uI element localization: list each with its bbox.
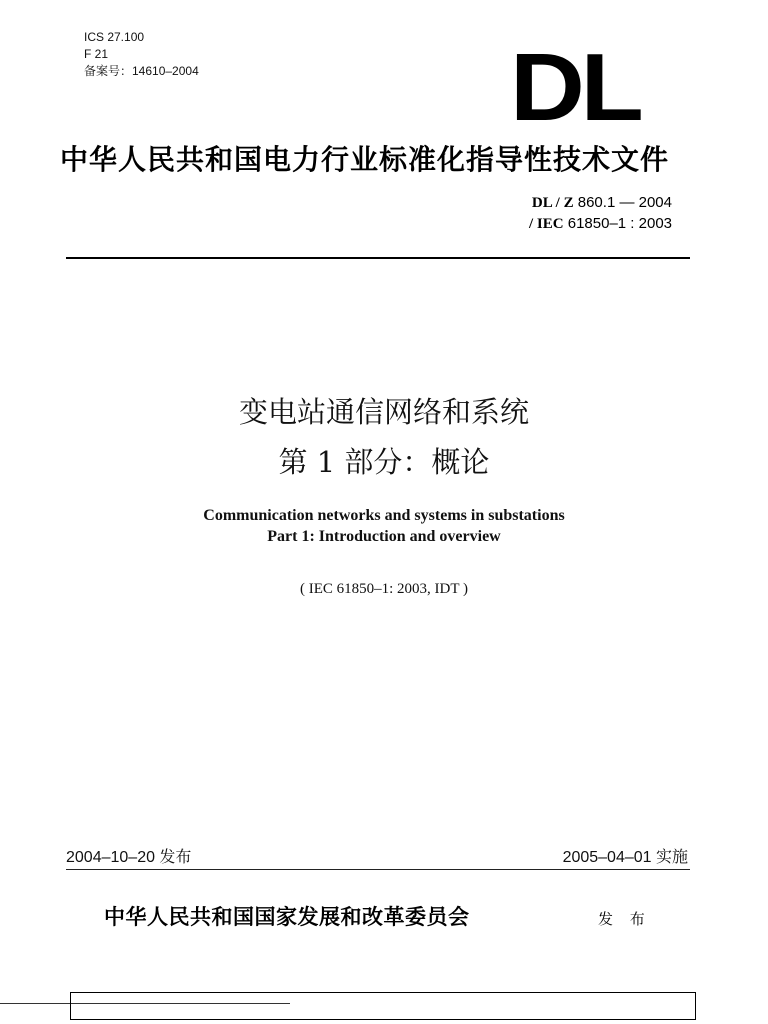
- issue-date: 2004–10–20 发布: [66, 849, 192, 866]
- ics-code: ICS 27.100: [84, 30, 145, 44]
- title-english-main: Communication networks and systems in substations: [203, 507, 565, 524]
- iec-number-value: 61850–1 : 2003: [563, 215, 672, 232]
- standard-number-value: 860.1 — 2004: [573, 194, 672, 211]
- header-divider: [66, 257, 690, 259]
- issuing-category-title: 中华人民共和国电力行业标准化指导性技术文件: [60, 143, 670, 176]
- iec-equivalent-number: [529, 214, 672, 234]
- dl-logo: DL: [510, 34, 640, 141]
- title-chinese-main: 变电站通信网络和系统: [238, 395, 529, 429]
- title-chinese-part: 第 1 部分：概论: [278, 445, 490, 479]
- implementation-date: 2005–04–01 实施: [562, 849, 688, 866]
- record-number: 备案号：14610–2004: [84, 64, 199, 78]
- issue-action: 发 布: [598, 910, 651, 928]
- title-english-part: Part 1: Introduction and overview: [267, 528, 501, 545]
- classification-code: F 21: [84, 47, 109, 61]
- bottom-frame-box: [70, 992, 696, 1020]
- standard-number: [532, 193, 672, 213]
- standard-code: DL / Z: [531, 195, 574, 211]
- issuing-authority: 中华人民共和国国家发展和改革委员会: [104, 904, 470, 929]
- adoption-note: ( IEC 61850–1: 2003, IDT ): [299, 581, 469, 597]
- dates-divider: [66, 869, 690, 870]
- iec-code: / IEC: [528, 216, 564, 232]
